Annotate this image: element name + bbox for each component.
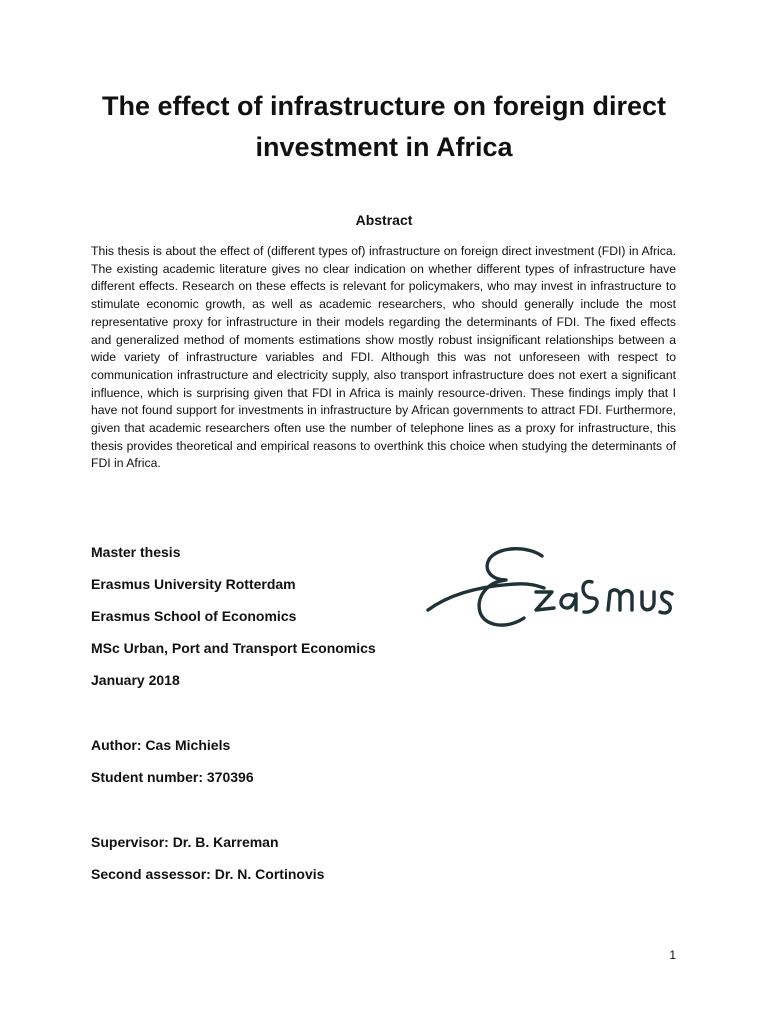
student-number: Student number: 370396	[91, 769, 254, 785]
program-name: MSc Urban, Port and Transport Economics	[91, 640, 376, 656]
university-name: Erasmus University Rotterdam	[91, 576, 296, 592]
school-name: Erasmus School of Economics	[91, 608, 297, 624]
page-number: 1	[669, 948, 676, 962]
thesis-type: Master thesis	[91, 544, 181, 560]
erasmus-signature-logo	[420, 538, 675, 638]
author-name: Author: Cas Michiels	[91, 737, 231, 753]
abstract-body: This thesis is about the effect of (different types of) infrastructure on foreign direct investment (FDI) in Africa. The existing academic literature gives no clear indication on whether different types of infrastructure have different effects. Research on these effects is relevant for policymakers, who may invest in infrastructure to stimulate economic growth, as well as academic researchers, who should generally include the most representative proxy for infrastructure in their models regarding the determinants of FDI. The fixed effects and generalized method of moments estimations show mostly robust insignificant relationships between a wide variety of infrastructure variables and FDI. Although this was not unforeseen with respect to communication infrastructure and electricity supply, also transport infrastructure does not exert a significant influence, which is surprising given that FDI in Africa is mainly resource-driven. These findings imply that I have not found support for investments in infrastructure by African governments to attract FDI. Furthermore, given that academic researchers often use the number of telephone lines as a proxy for infrastructure, this thesis provides theoretical and empirical reasons to overthink this choice when studying the determinants of FDI in Africa.	[91, 244, 676, 471]
abstract-heading: Abstract	[355, 212, 413, 228]
second-assessor: Second assessor: Dr. N. Cortinovis	[91, 866, 325, 882]
document-title: The effect of infrastructure on foreign direct investment in Africa	[101, 91, 667, 162]
thesis-date: January 2018	[91, 672, 180, 688]
supervisor: Supervisor: Dr. B. Karreman	[91, 834, 279, 850]
